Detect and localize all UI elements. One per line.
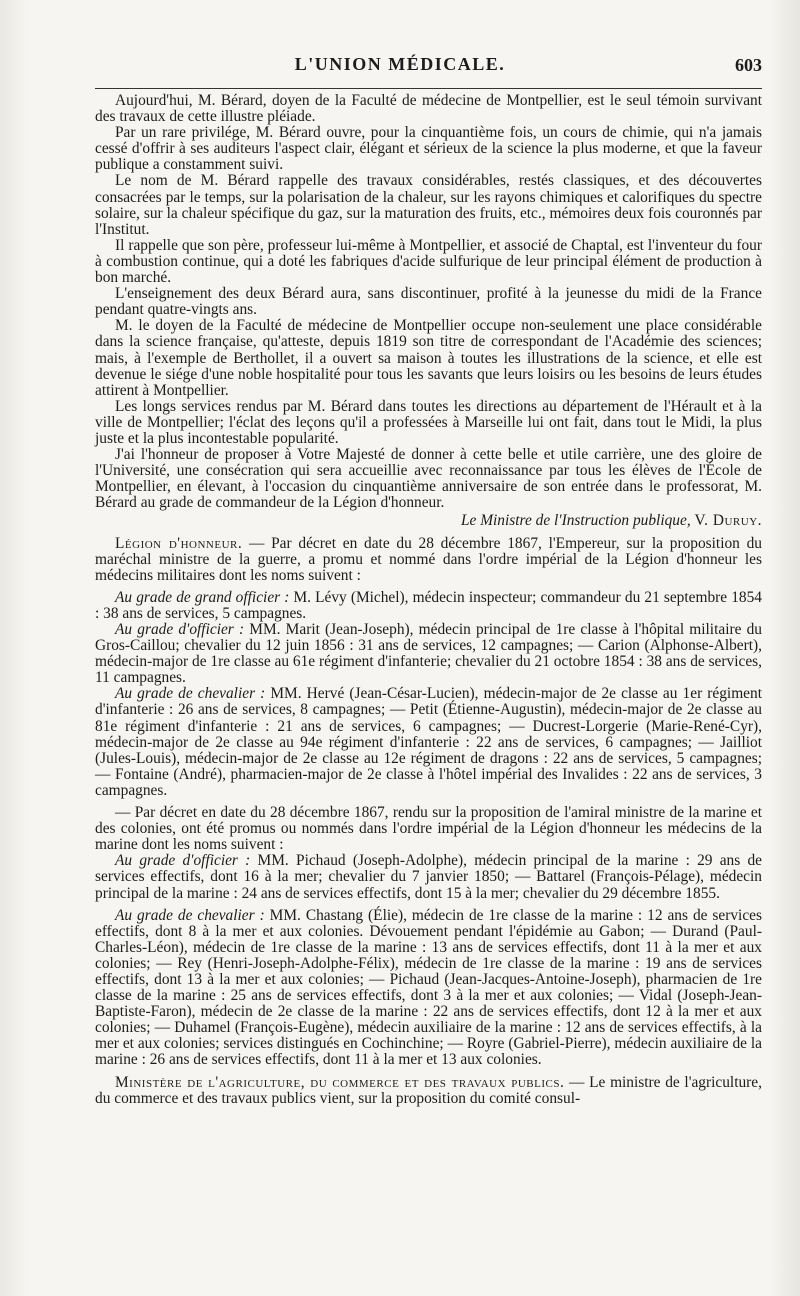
grade-text: MM. Hervé (Jean-César-Lucien), médecin-major de 2e classe au 1er régiment d'infanterie : 26 ans de services, 8 campagnes; — Petit (Étienne-Augustin), médecin-major de 2e classe au 81e régiment d'infanterie : 21 ans de services, 6 campagnes; — Ducrest-Lorgerie (Marie-René-Cyr), médecin-major de 2e classe au 94e régiment d'infanterie : 22 ans de services, 6 campagnes; — Jailliot (Jules-Louis), médecin-major de 2e classe au 12e régiment de dragons : 22 ans de services, 5 campagnes; — Fontaine (André), pharmacien-major de 2e classe à l'hôtel impérial des Invalides : 22 ans de services, 3 campagnes. — [95, 685, 762, 799]
grade-text: MM. Chastang (Élie), médecin de 1re classe de la marine : 12 ans de services effectifs, dont 8 à la mer et aux colonies. Dévouement pendant l'épidémie au Gabon; — Durand (Paul-Charles-Léon), médecin de 1re classe de la marine : 13 ans de services effectifs, dont 11 à la mer et aux colonies; — Rey (Henri-Joseph-Adolphe-Félix), médecin de 1re classe de la marine : 19 ans de services effectifs, dont 13 à la mer et aux colonies; — Pichaud (Jean-Jacques-Antoine-Joseph), pharmacien de 1re classe de la marine : 25 ans de services effectifs, dont 3 à la mer et aux colonies; — Vidal (Joseph-Jean-Baptiste-Faron), médecin de 2e classe de la marine : 22 ans de services effectifs, dont 12 à la mer et aux colonies; — Duhamel (François-Eugène), médecin auxiliaire de la marine : 12 ans de services effectifs, à la mer et aux colonies; services distingués en Cochinchine; — Royre (Gabriel-Pierre), médecin auxiliaire de la marine : 26 ans de services effectifs, dont 11 à la mer et 13 aux colonies. — [95, 906, 762, 1069]
grade-officier — [95, 622, 762, 686]
paragraph: Aujourd'hui, M. Bérard, doyen de la Faculté de médecine de Montpellier, est le seul témoin survivant des travaux de cette illustre pléiade. — [95, 92, 762, 126]
grade-chevalier — [95, 686, 762, 799]
agriculture-paragraph — [95, 1075, 762, 1107]
paragraph: J'ai l'honneur de proposer à Votre Majesté de donner à cette belle et utile carrière, une des gloire de l'Université, une consécration qui sera accueillie avec reconnaissance par tous les élèves de l'École de Montpellier, en élevant, à l'occasion du cinquantième anniversaire de son entrée dans le professorat, M. Bérard au grade de commandeur de la Légion d'honneur. — [95, 446, 762, 512]
paragraph: Les longs services rendus par M. Bérard dans toutes les directions au département de l'Hérault et à la ville de Montpellier; l'éclat des leçons qu'il a professées à Marseille lui ont fait, dans tout le Midi, la plus juste et la plus incontestable popularité. — [95, 397, 762, 447]
grade-label: Au grade d'officier : — [115, 621, 245, 638]
marine-grade-officier — [95, 853, 762, 901]
grade-grand-officier — [95, 590, 762, 622]
paragraph: Il rappelle que son père, professeur lui-même à Montpellier, et associé de Chaptal, est l'inventeur du four à combustion continue, qui a doté les fabriques d'acide sulfurique de leur principal élément de production à bon marché. — [95, 236, 762, 287]
legion-intro — [95, 536, 762, 584]
grade-label: Au grade de chevalier : — [115, 685, 266, 703]
page-number: 603 — [735, 55, 762, 75]
section-heading: Ministère de l'agriculture, du commerce et des travaux publics. — [115, 1073, 565, 1091]
grade-label: Au grade de chevalier : — [115, 906, 265, 924]
grade-label: Au grade d'officier : — [115, 852, 251, 870]
signature — [95, 513, 762, 529]
page-header — [0, 54, 800, 84]
grade-text: MM. Pichaud (Joseph-Adolphe), médecin principal de la marine : 29 ans de services effectifs, dont 16 à la mer; chevalier du 7 janvier 1850; — Battarel (François-Pélage), médecin principal de la marine : 24 ans de services effectifs, dont 15 à la mer; chevalier du 29 décembre 1855. — [95, 852, 763, 902]
signature-title: Le Ministre de l'Instruction publique, — [460, 512, 691, 530]
running-title: L'UNION MÉDICALE. — [294, 54, 506, 74]
header-rule — [95, 88, 762, 89]
section-heading: Légion d'honneur. — [115, 534, 243, 552]
paragraph: Par un rare privilége, M. Bérard ouvre, pour la cinquantième fois, un cours de chimie, qui n'a jamais cessé d'offrir à ses auditeurs l'aspect clair, élégant et sérieux de la science la plus moderne, et que la faveur publique a constamment suivi. — [95, 124, 762, 174]
paragraph: M. le doyen de la Faculté de médecine de Montpellier occupe non-seulement une place considérable dans la science française, qu'atteste, depuis 1819 son titre de correspondant de l'Académie des sciences; mais, à l'exemple de Berthollet, il a ouvert sa maison à toutes les illustrations de la science, et elle est devenue le siége d'une noble hospitalité pour tous les savants que leurs loisirs ou les besoins de leurs études attirent à Montpellier. — [95, 317, 762, 399]
marine-grade-chevalier — [95, 908, 762, 1069]
article-body — [95, 93, 762, 1107]
grade-text: M. Lévy (Michel), médecin inspecteur; commandeur du 21 septembre 1854 : 38 ans de services, 5 campagnes. — [95, 588, 762, 622]
paragraph: L'enseignement des deux Bérard aura, sans discontinuer, profité à la jeunesse du midi de la France pendant quatre-vingts ans. — [95, 285, 762, 319]
paragraph: Le nom de M. Bérard rappelle des travaux considérables, restés classiques, et des découvertes consacrées par le temps, sur la polarisation de la chaleur, sur les rayons chimiques et calorifiques du spectre solaire, sur la chaleur spécifique du gaz, sur la maturation des fruits, etc., mémoires deux fois couronnés par l'Institut. — [95, 172, 762, 238]
agriculture-text: — Le ministre de l'agriculture, du commerce et des travaux publics vient, sur la proposition du comité consul- — [95, 1073, 762, 1107]
grade-label: Au grade de grand officier : — [115, 588, 290, 606]
signature-name: V. Duruy. — [694, 512, 762, 530]
grade-text: MM. Marit (Jean-Joseph), médecin principal de 1re classe à l'hôpital militaire du Gros-Caillou; chevalier du 12 juin 1856 : 31 ans de services, 12 campagnes; — Carion (Alphonse-Albert), médecin-major de 1re classe au 61e régiment d'infanterie; chevalier du 21 octobre 1854 : 38 ans de services, 11 campagnes. — [95, 621, 762, 687]
marine-intro: — Par décret en date du 28 décembre 1867, rendu sur la proposition de l'amiral ministre de la marine et des colonies, ont été promus ou nommés dans l'ordre impérial de la Légion d'honneur les médecins de la marine dont les noms suivent : — [95, 804, 762, 854]
legion-intro-text: — Par décret en date du 28 décembre 1867, l'Empereur, sur la proposition du maréchal ministre de la guerre, a promu et nommé dans l'ordre impérial de la Légion d'honneur les médecins militaires dont les noms suivent : — [95, 534, 763, 584]
